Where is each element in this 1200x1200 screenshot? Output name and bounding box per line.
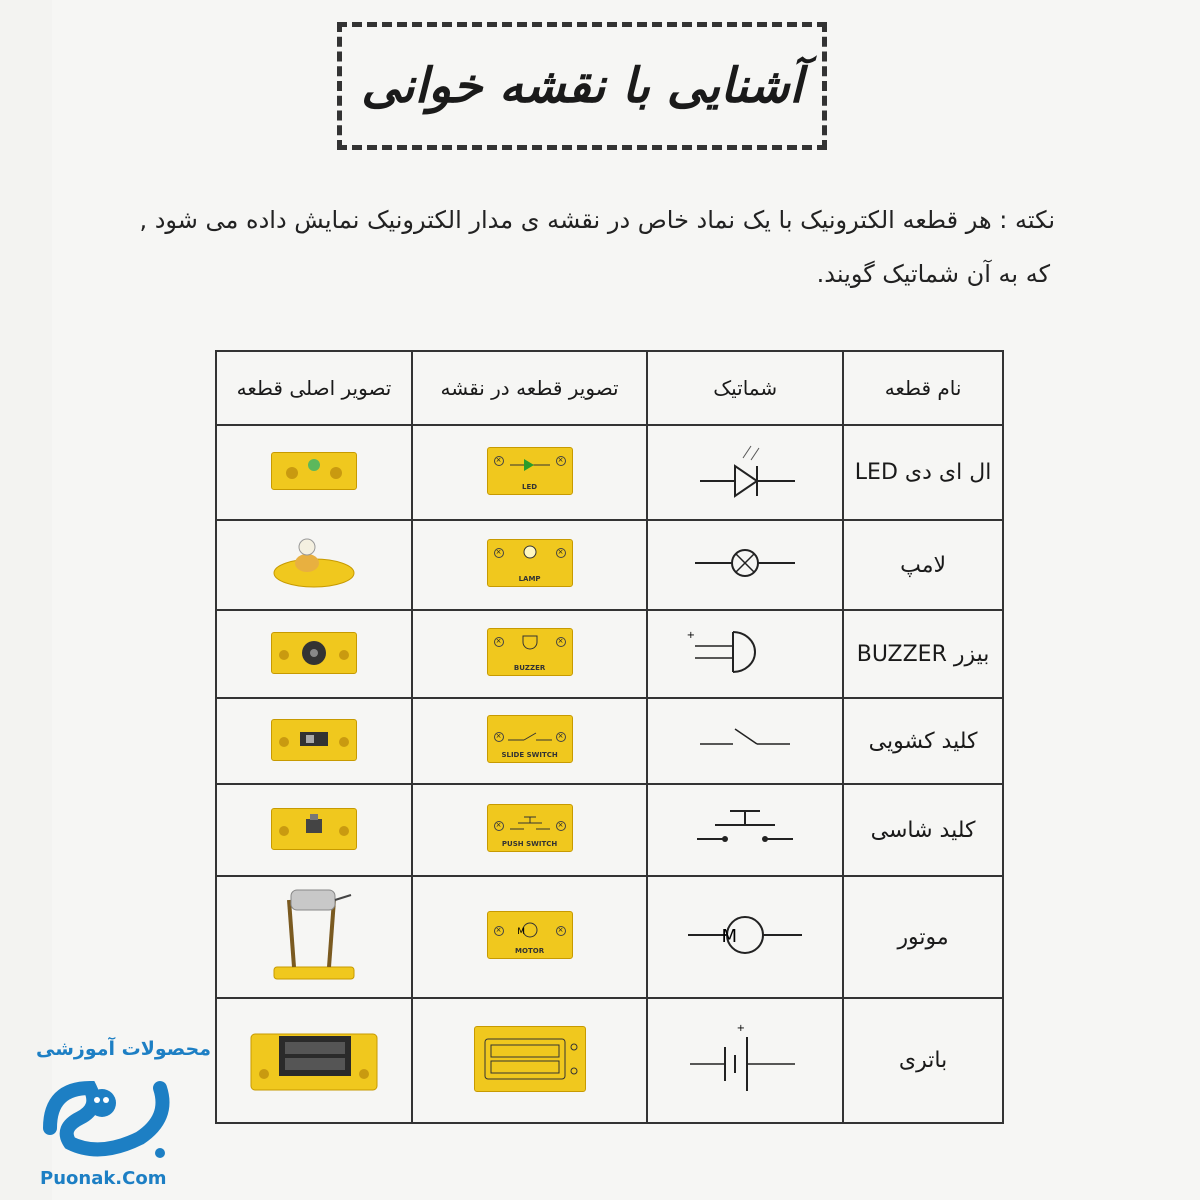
- push-switch-schematic-icon: [685, 803, 805, 853]
- table-row: [216, 998, 1003, 1123]
- slide-switch-schematic-icon: [685, 719, 805, 759]
- title-box: [337, 22, 827, 150]
- svg-text:M: M: [721, 926, 738, 947]
- map-image-cell: [412, 876, 647, 998]
- schematic-cell: [647, 784, 843, 876]
- lamp-map-icon: × × LAMP: [487, 539, 573, 587]
- svg-text:M: M: [516, 927, 525, 937]
- led-schematic-icon: [685, 436, 805, 506]
- led-photo-icon: [271, 452, 357, 490]
- schematic-cell: [647, 610, 843, 698]
- map-label: PUSH SWITCH: [501, 840, 558, 848]
- table-row: [216, 520, 1003, 610]
- header-map-image: تصویر قطعه در نقشه: [412, 351, 647, 425]
- led-map-icon: × × LED: [487, 447, 573, 495]
- part-name: ال ای دی LED: [843, 425, 1003, 520]
- slide-switch-map-icon: × × SLIDE SWITCH: [487, 715, 573, 763]
- map-image-cell: [412, 425, 647, 520]
- header-real-image: تصویر اصلی قطعه: [216, 351, 412, 425]
- components-table: [215, 350, 1004, 1124]
- svg-text:+: +: [736, 1022, 746, 1034]
- table-row: [216, 876, 1003, 998]
- header-name: نام قطعه: [843, 351, 1003, 425]
- schematic-cell: [647, 698, 843, 784]
- schematic-cell: [647, 998, 843, 1123]
- schematic-cell: [647, 520, 843, 610]
- map-label: LAMP: [518, 575, 541, 583]
- part-name: موتور: [843, 876, 1003, 998]
- note-line-1: نکته : هر قطعه الکترونیک با یک نماد خاص در نقشه ی مدار الکترونیک نمایش داده می شود ,: [139, 206, 1055, 234]
- lamp-schematic-icon: [685, 543, 805, 583]
- page-title: آشنایی با نقشه خوانی: [361, 58, 803, 114]
- battery-map-icon: [474, 1026, 586, 1092]
- table-header-row: [216, 351, 1003, 425]
- logo-url: Puonak.Com: [40, 1168, 167, 1189]
- header-schematic: شماتیک: [647, 351, 843, 425]
- battery-schematic-icon: [685, 1019, 805, 1099]
- puonak-logo-icon: [40, 1068, 180, 1163]
- map-image-cell: [412, 520, 647, 610]
- real-image-cell: [216, 425, 412, 520]
- map-label: BUZZER: [513, 664, 546, 672]
- map-image-cell: [412, 998, 647, 1123]
- table-row: [216, 610, 1003, 698]
- buzzer-photo-icon: [271, 632, 357, 674]
- map-label: MOTOR: [515, 947, 545, 955]
- lamp-photo-icon: [269, 533, 359, 593]
- real-image-cell: [216, 784, 412, 876]
- logo-tagline: محصولات آموزشی: [36, 1038, 211, 1060]
- part-name: لامپ: [843, 520, 1003, 610]
- real-image-cell: [216, 998, 412, 1123]
- part-name: بیزر BUZZER: [843, 610, 1003, 698]
- part-name: باتری: [843, 998, 1003, 1123]
- buzzer-schematic-icon: [685, 622, 805, 682]
- map-label: SLIDE SWITCH: [501, 751, 558, 759]
- part-name: کلید شاسی: [843, 784, 1003, 876]
- push-switch-photo-icon: [271, 808, 357, 850]
- real-image-cell: [216, 698, 412, 784]
- real-image-cell: [216, 610, 412, 698]
- part-name: کلید کشویی: [843, 698, 1003, 784]
- table-row: [216, 698, 1003, 784]
- battery-photo-icon: [249, 1024, 379, 1094]
- note-line-2: که به آن شماتیک گویند.: [816, 260, 1050, 288]
- motor-schematic-icon: [680, 910, 810, 960]
- slide-switch-photo-icon: [271, 719, 357, 761]
- map-image-cell: [412, 610, 647, 698]
- schematic-cell: [647, 876, 843, 998]
- svg-text:+: +: [686, 630, 696, 641]
- motor-map-icon: × × M MOTOR: [487, 911, 573, 959]
- map-label: LED: [522, 482, 538, 491]
- buzzer-map-icon: × × BUZZER: [487, 628, 573, 676]
- table-row: [216, 784, 1003, 876]
- table-row: [216, 425, 1003, 520]
- motor-photo-icon: [269, 885, 359, 985]
- schematic-cell: [647, 425, 843, 520]
- real-image-cell: [216, 876, 412, 998]
- push-switch-map-icon: × × PUSH SWITCH: [487, 804, 573, 852]
- real-image-cell: [216, 520, 412, 610]
- map-image-cell: [412, 698, 647, 784]
- map-image-cell: [412, 784, 647, 876]
